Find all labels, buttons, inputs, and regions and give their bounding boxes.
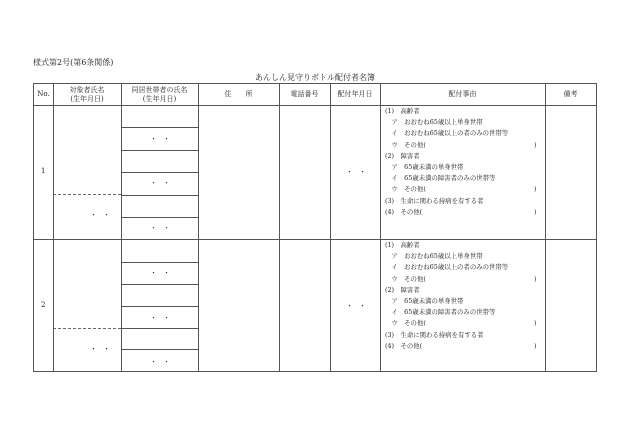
header-no: No. <box>37 90 50 98</box>
reason-item: ア 65歳未満の単身世帯 <box>385 297 464 306</box>
household-line <box>121 195 198 196</box>
header-household-birth: (生年月日) <box>142 94 177 103</box>
grid-line <box>330 84 331 371</box>
household-line <box>121 262 198 263</box>
header-phone: 電話番号 <box>290 90 319 98</box>
reason-list <box>385 106 543 218</box>
reason-item: イ おおむね65歳以上の者のみの世帯等 <box>385 129 509 138</box>
reason-item: (1) 高齢者 <box>385 107 420 115</box>
reason-item: ア 65歳未満の単身世帯 <box>385 163 464 172</box>
header-subject-birth: (生年月日) <box>70 94 104 103</box>
reason-item: ウ その他( ) <box>385 319 537 328</box>
header-notes: 備考 <box>563 90 578 98</box>
header-reason: 配付事由 <box>448 90 477 98</box>
reason-item: ウ その他( ) <box>385 274 537 283</box>
roster-table <box>33 83 597 372</box>
household-birth-dots: ・・ <box>150 224 176 232</box>
subject-birth-dots: ・・ <box>90 211 116 219</box>
subject-dashed-line <box>53 328 121 329</box>
subject-birth-dots: ・・ <box>90 345 116 353</box>
reason-item: ウ その他( ) <box>385 140 537 149</box>
form-code: 様式第2号(第6条関係) <box>33 58 114 67</box>
grid-line <box>279 84 280 371</box>
reason-item: イ 65歳未満の障害者のみの世帯等 <box>385 174 496 183</box>
household-birth-dots: ・・ <box>150 269 176 277</box>
reason-item: イ おおむね65歳以上の者のみの世帯等 <box>385 263 509 272</box>
reason-item: ウ その他( ) <box>385 185 537 194</box>
header-household <box>121 84 198 105</box>
reason-item: ア おおむね65歳以上単身世帯 <box>385 118 483 127</box>
household-line <box>121 217 198 218</box>
header-household-name: 同居世帯者の氏名 <box>131 85 188 94</box>
household-birth-dots: ・・ <box>150 358 176 366</box>
reason-item: (3) 生命に関わる持病を有する者 <box>385 330 484 339</box>
household-birth-dots: ・・ <box>150 179 176 187</box>
reason-item: (3) 生命に関わる持病を有する者 <box>385 196 484 205</box>
grid-line <box>545 84 546 371</box>
delivery-date-dots: ・・ <box>346 302 372 310</box>
subject-dashed-line <box>53 194 121 195</box>
household-birth-dots: ・・ <box>150 135 176 143</box>
header-subject-name: 対象者氏名 <box>69 85 105 94</box>
header-subject <box>53 84 121 105</box>
reason-list <box>385 240 543 352</box>
grid-line <box>380 84 381 371</box>
reason-item: (4) その他( ) <box>385 207 537 216</box>
reason-item: ア おおむね65歳以上単身世帯 <box>385 252 483 261</box>
header-date: 配付年月日 <box>337 90 373 98</box>
row-number: 2 <box>41 301 46 309</box>
reason-item: (2) 障害者 <box>385 151 420 160</box>
grid-line <box>198 84 199 371</box>
reason-item: (4) その他( ) <box>385 341 537 350</box>
reason-item: イ 65歳未満の障害者のみの世帯等 <box>385 308 496 317</box>
household-line <box>121 306 198 307</box>
household-line <box>121 127 198 128</box>
household-line <box>121 172 198 173</box>
household-line <box>121 328 198 329</box>
reason-item: (1) 高齢者 <box>385 241 420 249</box>
reason-item: (2) 障害者 <box>385 285 420 294</box>
row-number: 1 <box>41 167 46 175</box>
delivery-date-dots: ・・ <box>346 168 372 176</box>
header-address: 住 所 <box>224 90 253 98</box>
document-title: あんしん見守りボトル配付者名簿 <box>255 73 375 82</box>
household-line <box>121 284 198 285</box>
household-line <box>121 349 198 350</box>
household-birth-dots: ・・ <box>150 314 176 322</box>
household-line <box>121 150 198 151</box>
